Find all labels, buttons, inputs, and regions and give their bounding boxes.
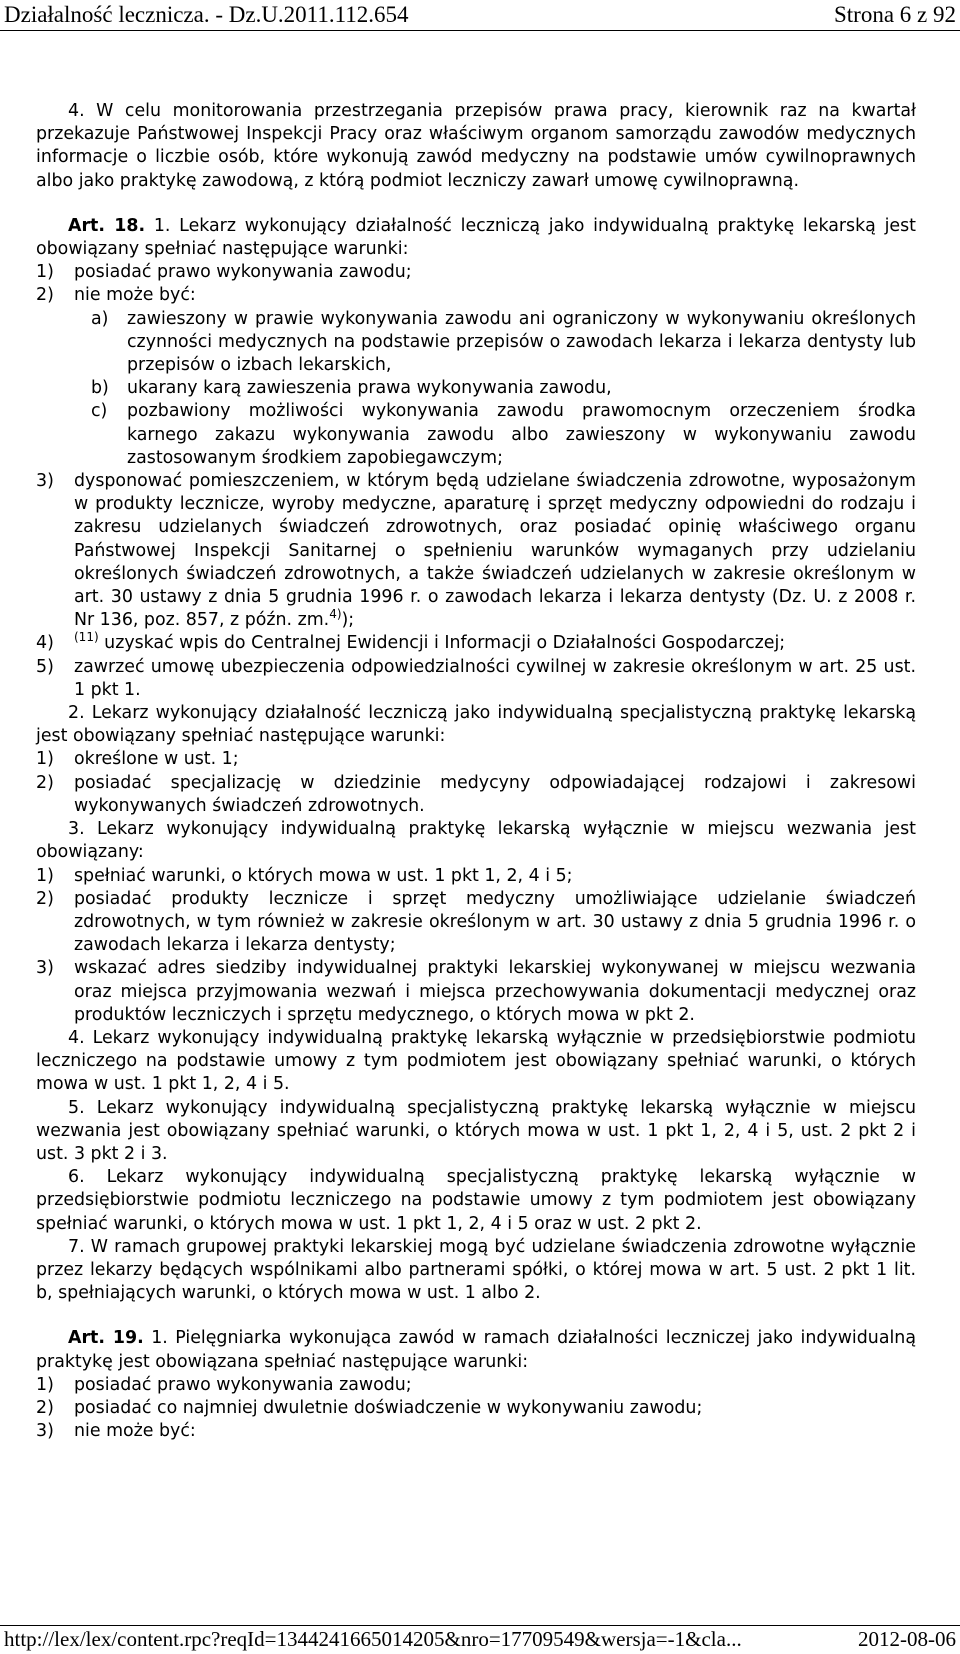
sub-list-item: b) ukarany karą zawieszenia prawa wykonywania zawodu, — [91, 378, 612, 399]
document-title: Działalność lecznicza. - Dz.U.2011.112.654 — [4, 2, 409, 27]
list-item: 1) posiadać prawo wykonywania zawodu; — [36, 1374, 412, 1395]
list-item: 3) nie może być: — [36, 1421, 196, 1442]
list-item: 3) dysponować pomieszczeniem, w którym będą udzielane świadczenia zdrowotne, wyposażonym w produkty lecznicze, wyroby medyczne, aparaturę i sprzęt medyczny odpowiedni do rodzaju i zakresu udzielanych świadczeń zdrowotnych, oraz posiadać opinię właściwego organu Państwowej Inspekcji Sanitarnej o spełnieniu warunków wymaganych przy udzielaniu określonych świadczeń zdrowotnych, a także świadczeń udzielanych w zakresie określonym w art. 30 ustawy z dnia 5 grudnia 1996 r. o zawodach lekarza i lekarza dentysty (Dz. U. z 2008 r. Nr 136, poz. 857, z późn. zm.$^{4)}$); — [36, 471, 916, 631]
sub-list-item: a) zawieszony w prawie wykonywania zawodu ani ograniczony w wykonywaniu określonych czynności medycznych na podstawie przepisów o zawodach lekarza i lekarza dentysty lub przepisów o izbach lekarskich, — [91, 308, 916, 376]
list-item: 1) określone w ust. 1; — [36, 749, 239, 770]
document-body — [36, 100, 916, 1443]
list-item: 2) nie może być: — [36, 285, 196, 306]
paragraph: 2. Lekarz wykonujący działalność leczniczą jako indywidualną specjalistyczną praktykę lekarską jest obowiązany spełniać następujące warunki: — [36, 703, 916, 747]
sub-list-item: c) pozbawiony możliwości wykonywania zawodu prawomocnym orzeczeniem środka karnego zakazu wykonywania zawodu albo zawieszony w wykonywaniu zawodu zastosowanym środkiem zapobiegawczym; — [91, 401, 916, 468]
art-18-label: Art. 18. — [68, 215, 146, 236]
paragraph: 3. Lekarz wykonujący indywidualną praktykę lekarską wyłącznie w miejscu wezwania jest obowiązany: — [36, 819, 916, 863]
footnote-ref: 4) — [329, 607, 342, 622]
list-item: 1) posiadać prawo wykonywania zawodu; — [36, 262, 412, 283]
paragraph-4: 4. W celu monitorowania przestrzegania przepisów prawa pracy, kierownik raz na kwartał przekazuje Państwowej Inspekcji Pracy oraz właściwym organom samorządu zawodów medycznych informacje o liczbie osób, które wykonują zawód medyczny na podstawie umów cywilnoprawnych albo jako praktykę zawodową, z którą podmiot leczniczy zawarł umowę cywilnoprawną. — [36, 101, 916, 191]
footer-url: http://lex/lex/content.rpc?reqId=1344241665014205&nro=17709549&wersja=-1&cla... — [4, 1627, 742, 1651]
list-item: 2) posiadać produkty lecznicze i sprzęt medyczny umożliwiające udzielanie świadczeń zdrowotnych, w tym również w zakresie określonym w art. 30 ustawy z dnia 5 grudnia 1996 r. o zawodach lekarza i lekarza dentysty; — [36, 888, 916, 956]
paragraph: 6. Lekarz wykonujący indywidualną specjalistyczną praktykę lekarską wyłącznie w przedsiębiorstwie podmiotu leczniczego na podstawie umowy z tym podmiotem jest obowiązany spełniać warunki, o których mowa w ust. 1 pkt 1, 2, 4 i 5 oraz w ust. 2 pkt 2. — [36, 1167, 916, 1234]
list-item: 1) spełniać warunki, o których mowa w ust. 1 pkt 1, 2, 4 i 5; — [36, 865, 573, 886]
paragraph: 5. Lekarz wykonujący indywidualną specjalistyczną praktykę lekarską wyłącznie w miejscu wezwania jest obowiązany spełniać warunki, o których mowa w ust. 1 pkt 1, 2, 4 i 5, ust. 2 pkt 2 i ust. 3 pkt 2 i 3. — [36, 1097, 916, 1164]
list-item: 2) posiadać co najmniej dwuletnie doświadczenie w wykonywaniu zawodu; — [36, 1397, 703, 1418]
art-18-intro — [36, 215, 916, 261]
art-19-intro — [36, 1327, 916, 1373]
list-item: 5) zawrzeć umowę ubezpieczenia odpowiedzialności cywilnej w zakresie określonym w art. 25 ust. 1 pkt 1. — [36, 656, 916, 700]
footer-divider — [0, 1625, 960, 1626]
page-number: Strona 6 z 92 — [833, 2, 956, 27]
paragraph: 4. Lekarz wykonujący indywidualną praktykę lekarską wyłącznie w przedsiębiorstwie podmiotu leczniczego na podstawie umowy z tym podmiotem jest obowiązany spełniać warunki, o których mowa w ust. 1 pkt 1, 2, 4 i 5. — [36, 1027, 916, 1095]
paragraph: 7. W ramach grupowej praktyki lekarskiej mogą być udzielane świadczenia zdrowotne wyłącznie przez lekarzy będących wspólnikami albo partnerami spółki, o której mowa w art. 5 ust. 2 pkt 1 lit. b, spełniających warunki, o których mowa w ust. 1 albo 2. — [36, 1236, 916, 1304]
art-19-intro-text: 1. Pielęgniarka wykonująca zawód w ramach działalności leczniczej jako indywidualną praktykę jest obowiązana spełniać następujące warunki: — [36, 1328, 916, 1372]
header-divider — [0, 30, 960, 31]
list-item: 2) posiadać specjalizację w dziedzinie medycyny odpowiadającej rodzajowi i zakresowi wykonywanych świadczeń zdrowotnych. — [36, 772, 916, 816]
amendment-ref: (11) — [74, 630, 99, 645]
footer-date: 2012-08-06 — [858, 1627, 956, 1651]
list-item: 3) wskazać adres siedziby indywidualnej praktyki lekarskiej wykonywanej w miejscu wezwania oraz miejsca przyjmowania wezwań i miejsca przechowywania dokumentacji medycznej oraz produktów leczniczych i sprzętu medycznego, o których mowa w pkt 2. — [36, 958, 916, 1025]
art-18-intro-text: 1. Lekarz wykonujący działalność leczniczą jako indywidualną praktykę lekarską jest obowiązany spełniać następujące warunki: — [36, 215, 916, 260]
art-19-label: Art. 19. — [68, 1328, 144, 1349]
list-item: 4) $^{(11)}$ uzyskać wpis do Centralnej Ewidencji i Informacji o Działalności Gospodarczej; — [36, 630, 786, 654]
